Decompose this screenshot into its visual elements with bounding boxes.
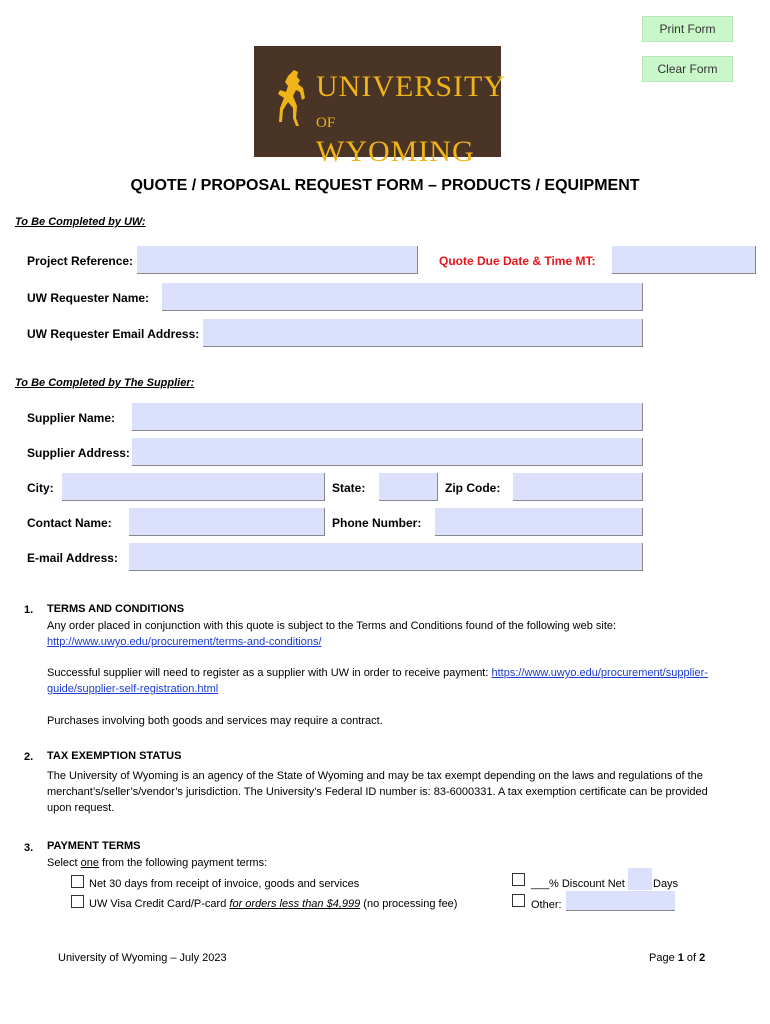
days-label: Days	[653, 878, 679, 890]
page-title: QUOTE / PROPOSAL REQUEST FORM – PRODUCTS / EQUIPMENT	[130, 177, 640, 194]
contact-name-field[interactable]	[129, 508, 325, 536]
city-label: City:	[27, 481, 54, 495]
email-field[interactable]	[129, 543, 643, 571]
requester-email-field[interactable]	[203, 319, 643, 347]
requester-name-field[interactable]	[162, 283, 643, 311]
other-checkbox[interactable]	[512, 894, 525, 907]
tax-paragraph: The University of Wyoming is an agency of the State of Wyoming and may be tax exempt depending on the laws and regulations of the merchant’s/seller’s/vendor’s jurisdiction. The University’s Federal ID number is: 83-6000331. A tax exemption certificate can be provided upon request.	[47, 770, 708, 814]
university-logo	[254, 46, 506, 168]
net30-checkbox[interactable]	[71, 875, 84, 888]
state-label: State:	[332, 481, 366, 495]
discount-blank: ___	[531, 878, 550, 890]
discount-checkbox[interactable]	[512, 873, 525, 886]
phone-label: Phone Number:	[332, 516, 422, 530]
project-reference-field[interactable]	[137, 246, 418, 274]
terms-link[interactable]: http://www.uwyo.edu/procurement/terms-and-conditions/	[47, 636, 322, 648]
supplier-address-label: Supplier Address:	[27, 446, 130, 460]
payment-number: 3.	[24, 842, 34, 854]
payment-title: PAYMENT TERMS	[47, 840, 141, 852]
quote-due-label: Quote Due Date & Time MT:	[439, 254, 596, 268]
quote-due-field[interactable]	[612, 246, 756, 274]
discount-label: % Discount Net	[549, 878, 625, 890]
terms-paragraph-2: Successful supplier will need to register as a supplier with UW in order to receive payment: https://www.uwyo.edu/procurement/supplier- guide/supplier-self-registration.html	[47, 667, 708, 695]
state-field[interactable]	[379, 473, 438, 501]
project-reference-label: Project Reference:	[27, 254, 134, 268]
tax-number: 2.	[24, 751, 34, 763]
terms-title: TERMS AND CONDITIONS	[47, 603, 185, 615]
registration-link-part1[interactable]: https://www.uwyo.edu/procurement/supplier-	[491, 667, 708, 679]
supplier-address-field[interactable]	[132, 438, 643, 466]
requester-name-label: UW Requester Name:	[27, 291, 150, 305]
city-field[interactable]	[62, 473, 325, 501]
requester-email-label: UW Requester Email Address:	[27, 327, 200, 341]
discount-days-field[interactable]	[628, 868, 652, 890]
net30-label: Net 30 days from receipt of invoice, goods and services	[89, 878, 360, 890]
supplier-name-field[interactable]	[132, 403, 643, 431]
footer-page-number: Page 1 of 2	[649, 952, 706, 964]
other-field[interactable]	[566, 891, 675, 911]
print-form-button[interactable]: Print Form	[642, 16, 733, 42]
tax-title: TAX EXEMPTION STATUS	[47, 750, 182, 762]
registration-link-part2[interactable]: guide/supplier-self-registration.html	[47, 683, 219, 695]
supplier-name-label: Supplier Name:	[27, 411, 116, 425]
clear-form-button[interactable]: Clear Form	[642, 56, 733, 82]
email-label: E-mail Address:	[27, 551, 118, 565]
visa-label: UW Visa Credit Card/P-card for orders less than $4,999 (no processing fee)	[89, 898, 458, 910]
uw-section-header: To Be Completed by UW:	[15, 216, 146, 228]
contact-name-label: Contact Name:	[27, 516, 112, 530]
zip-field[interactable]	[513, 473, 643, 501]
footer-org-date: University of Wyoming – July 2023	[58, 952, 227, 964]
terms-number: 1.	[24, 604, 34, 616]
terms-paragraph-3: Purchases involving both goods and services may require a contract.	[47, 715, 383, 727]
terms-paragraph-1: Any order placed in conjunction with this quote is subject to the Terms and Conditions found of the following web site:	[47, 620, 617, 632]
visa-checkbox[interactable]	[71, 895, 84, 908]
logo-text-wyoming: OF WYOMING	[316, 115, 475, 168]
payment-instructions: Select one from the following payment terms:	[47, 857, 268, 869]
supplier-section-header: To Be Completed by The Supplier:	[15, 377, 195, 389]
zip-label: Zip Code:	[445, 481, 501, 495]
phone-field[interactable]	[435, 508, 643, 536]
logo-text-university: UNIVERSITY	[316, 70, 506, 103]
bucking-horse-icon	[274, 66, 312, 136]
other-label: Other:	[531, 899, 562, 911]
